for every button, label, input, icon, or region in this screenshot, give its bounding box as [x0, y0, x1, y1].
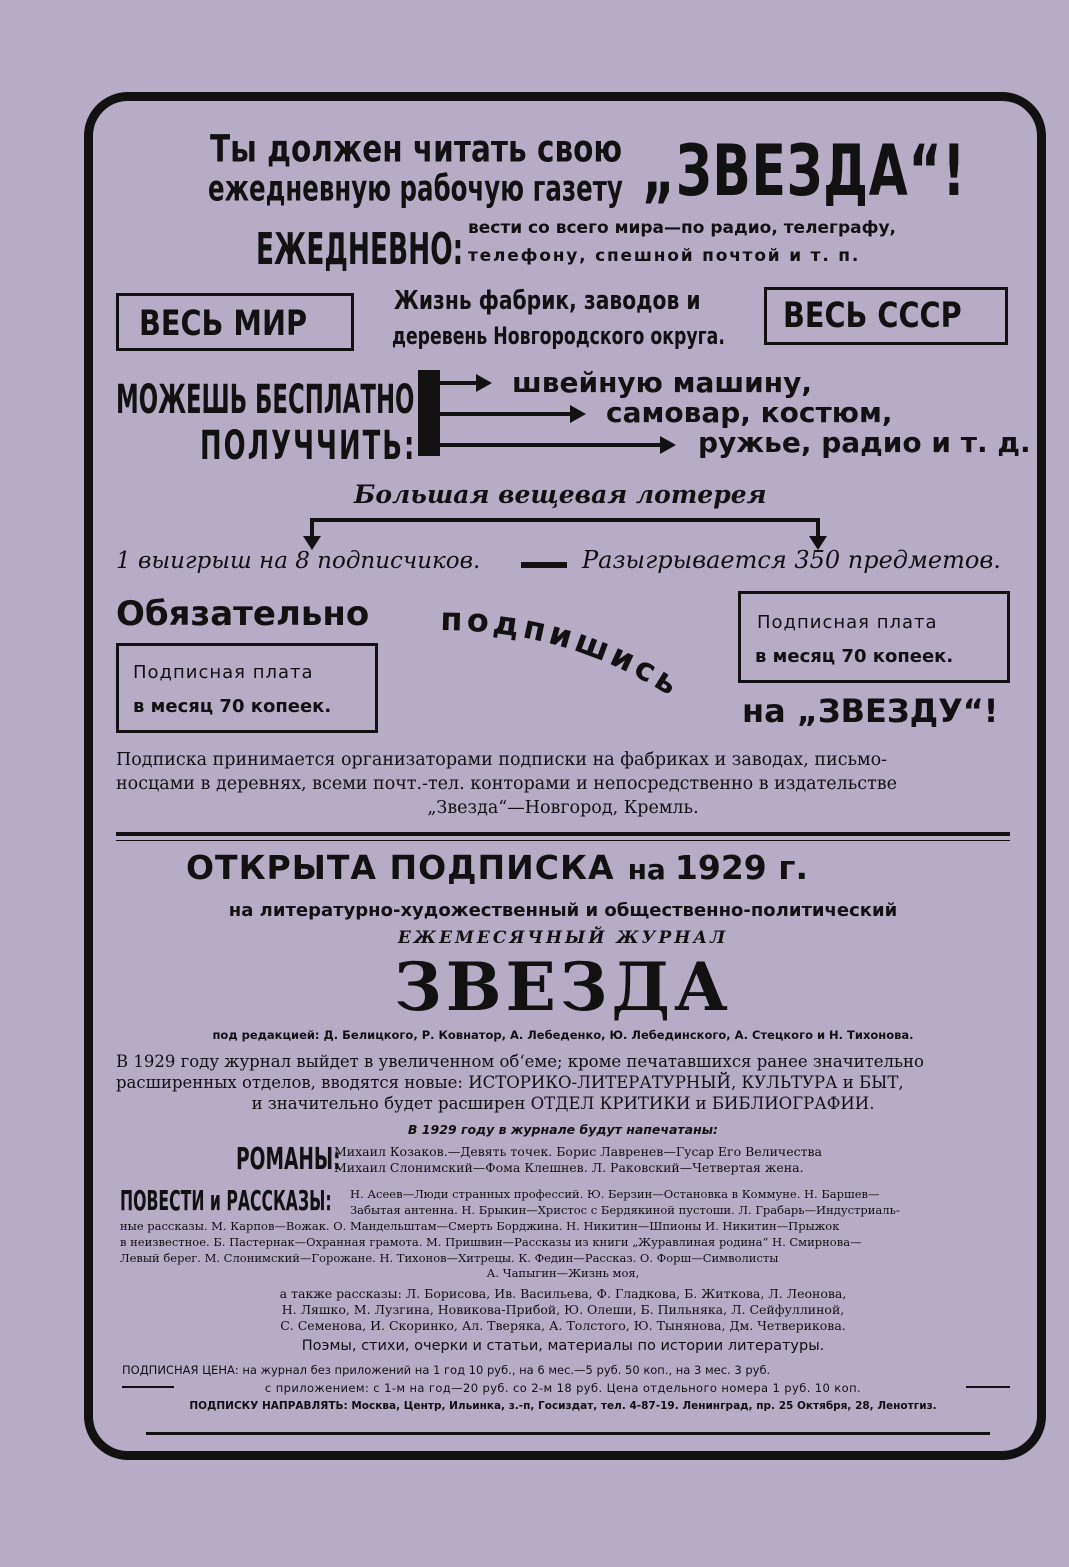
prize-3: ружье, радио и т. д.: [698, 426, 1031, 459]
headline-newspaper-name: „ЗВЕЗДА“!: [642, 130, 967, 212]
arrow-head-1: [476, 374, 492, 392]
novels-line-2: Михаил Слонимский—Фома Клешнев. Л. Раковский—Четвертая жена.: [334, 1160, 804, 1175]
box-whole-ussr-text: ВЕСЬ СССР: [783, 296, 962, 336]
stories-line-2: Забытая антенна. Н. Брыкин—Христос с Бердякиной пустоши. Л. Грабарь—Индустриаль-: [350, 1203, 900, 1217]
fee-box-left-line-2: в месяц 70 копеек.: [133, 696, 332, 717]
free-label-1: МОЖЕШЬ БЕСПЛАТНО: [116, 376, 415, 423]
price-rule-right: [966, 1386, 1010, 1388]
headline-line-1: Ты должен читать свою: [210, 128, 623, 172]
free-label-2: ПОЛУЧЧИТЬ:: [200, 422, 417, 469]
open-title-b: на: [627, 853, 666, 886]
stories-label: ПОВЕСТИ и РАССКАЗЫ:: [120, 1184, 332, 1217]
editors-line: под редакцией: Д. Белицкого, Р. Ковнатор, А. Лебеденко, Ю. Лебединского, А. Стецкого и Н. Тихонова.: [212, 1028, 914, 1042]
stories-line-5: Левый берег. М. Слонимский—Горожане. Н. Тихонов—Хитрецы. К. Федин—Рассказ. О. Форш—Символисты: [120, 1251, 779, 1265]
accept-line-2: носцами в деревнях, всеми почт.-тел. конторами и непосредственно в издательстве: [116, 774, 897, 794]
poems-line: Поэмы, стихи, очерки и статьи, материалы по истории литературы.: [301, 1338, 825, 1354]
address-line: ПОДПИСКУ НАПРАВЛЯТЬ: Москва, Центр, Ильинка, з.-п, Госиздат, тел. 4-87-19. Ленинград, пр. 25 Октября, 28, Ленотгиз.: [189, 1400, 937, 1412]
price-line-1: ПОДПИСНАЯ ЦЕНА: на журнал без приложений на 1 год 10 руб., на 6 мес.—5 руб. 50 коп., на 3 мес. 3 руб.: [122, 1363, 771, 1377]
stories-line-3: ные рассказы. М. Карпов—Вожак. О. Мандельштам—Смерть Борджина. Н. Никитин—Шпионы И. Никитин—Прыжок: [120, 1219, 840, 1233]
lottery-left-text: 1 выигрыш на 8 подписчиков.: [116, 548, 481, 574]
novels-label: РОМАНЫ:: [236, 1142, 341, 1177]
open-title: [186, 848, 808, 887]
daily-text-1: вести со всего мира—по радио, телеграфу,: [468, 218, 896, 238]
journal-subtitle-2: ЕЖЕМЕСЯЧНЫЙ ЖУРНАЛ: [397, 928, 729, 948]
open-title-a: ОТКРЫТА ПОДПИСКА: [186, 848, 615, 887]
box-whole-ussr: [764, 287, 1008, 345]
to-zvezda: на „ЗВЕЗДУ“!: [742, 692, 999, 730]
daily-label: ЕЖЕДНЕВНО:: [256, 224, 464, 275]
lottery-dash: [521, 562, 567, 568]
lottery-bracket-left: [310, 518, 314, 538]
prize-1: швейную машину,: [512, 366, 813, 399]
box-whole-world: [116, 293, 354, 351]
bottom-rule: [146, 1432, 990, 1435]
middle-text-2: деревень Новгородского округа.: [392, 322, 725, 350]
subscribe-word: подпишись: [439, 600, 689, 705]
arrow-stem: [418, 370, 440, 456]
accept-line-3: „Звезда“—Новгород, Кремль.: [427, 798, 699, 818]
journal-name: ЗВЕЗДА: [394, 948, 732, 1026]
journal-subtitle-1: на литературно-художественный и общественно-политический: [228, 900, 898, 921]
fee-box-right-line-2: в месяц 70 копеек.: [755, 646, 954, 667]
will-print: В 1929 году в журнале будут напечатаны:: [407, 1122, 719, 1137]
headline-line-2: ежедневную рабочую газету: [208, 168, 623, 210]
fee-box-left-line-1: Подписная плата: [133, 662, 314, 683]
also-line-2: Н. Ляшко, М. Лузгина, Новикова-Прибой, Ю. Олеши, Б. Пильняка, Л. Сейфуллиной,: [281, 1302, 845, 1317]
section-divider-thin: [116, 840, 1010, 841]
price-line-2: с приложением: с 1-м на год—20 руб. со 2-м 18 руб. Цена отдельного номера 1 руб. 10 коп.: [264, 1381, 862, 1395]
lottery-title: Большая вещевая лотерея: [354, 480, 767, 509]
arrow-head-2: [570, 405, 586, 423]
daily-text-2: телефону, спешной почтой и т. п.: [468, 246, 861, 266]
stories-line-1: Н. Асеев—Люди странных профессий. Ю. Берзин—Остановка в Коммуне. Н. Баршев—: [350, 1187, 880, 1201]
journal-para-1: В 1929 году журнал выйдет в увеличенном об‘еме; кроме печатавшихся ранее значительно: [116, 1052, 924, 1071]
also-line-1: а также рассказы: Л. Борисова, Ив. Васильева, Ф. Гладкова, Б. Житкова, Л. Леонова,: [279, 1286, 847, 1301]
must-label: Обязательно: [116, 594, 370, 634]
journal-para-3: и значительно будет расширен ОТДЕЛ КРИТИКИ и БИБЛИОГРАФИИ.: [251, 1094, 875, 1113]
open-title-c: 1929 г.: [674, 848, 809, 887]
lottery-bracket-top: [310, 518, 820, 522]
middle-text-1: Жизнь фабрик, заводов и: [394, 286, 701, 316]
arrow-line-1: [438, 381, 478, 385]
fee-box-right-line-1: Подписная плата: [757, 612, 938, 633]
fee-box-left: [116, 643, 378, 733]
arrow-line-3: [438, 443, 662, 447]
stories-line-6: А. Чапыгин—Жизнь моя,: [486, 1266, 640, 1280]
novels-line-1: Михаил Козаков.—Девять точек. Борис Лавренев—Гусар Его Величества: [334, 1144, 822, 1159]
lottery-bracket-right: [816, 518, 820, 538]
lottery-right-text: Разыгрывается 350 предметов.: [582, 546, 1001, 574]
stories-line-4: в неизвестное. Б. Пастернак—Охранная грамота. М. Пришвин—Рассказы из книги „Журавлиная родина“ Н. Смирнова—: [120, 1235, 862, 1249]
section-divider: [116, 832, 1010, 836]
box-whole-world-text: ВЕСЬ МИР: [139, 304, 308, 344]
also-line-3: С. Семенова, И. Скоринко, Ал. Тверяка, А. Толстого, Ю. Тынянова, Дм. Четверикова.: [280, 1318, 846, 1333]
fee-box-right: [738, 591, 1010, 683]
svg-text:подпишись: [440, 600, 689, 705]
subscribe-arc: [430, 600, 710, 730]
prize-2: самовар, костюм,: [606, 396, 893, 429]
arrow-head-3: [660, 436, 676, 454]
arrow-line-2: [438, 412, 572, 416]
journal-para-2: расширенных отделов, вводятся новые: ИСТОРИКО-ЛИТЕРАТУРНЫЙ, КУЛЬТУРА и БЫТ,: [116, 1073, 904, 1092]
accept-line-1: Подписка принимается организаторами подписки на фабриках и заводах, письмо-: [116, 750, 888, 770]
